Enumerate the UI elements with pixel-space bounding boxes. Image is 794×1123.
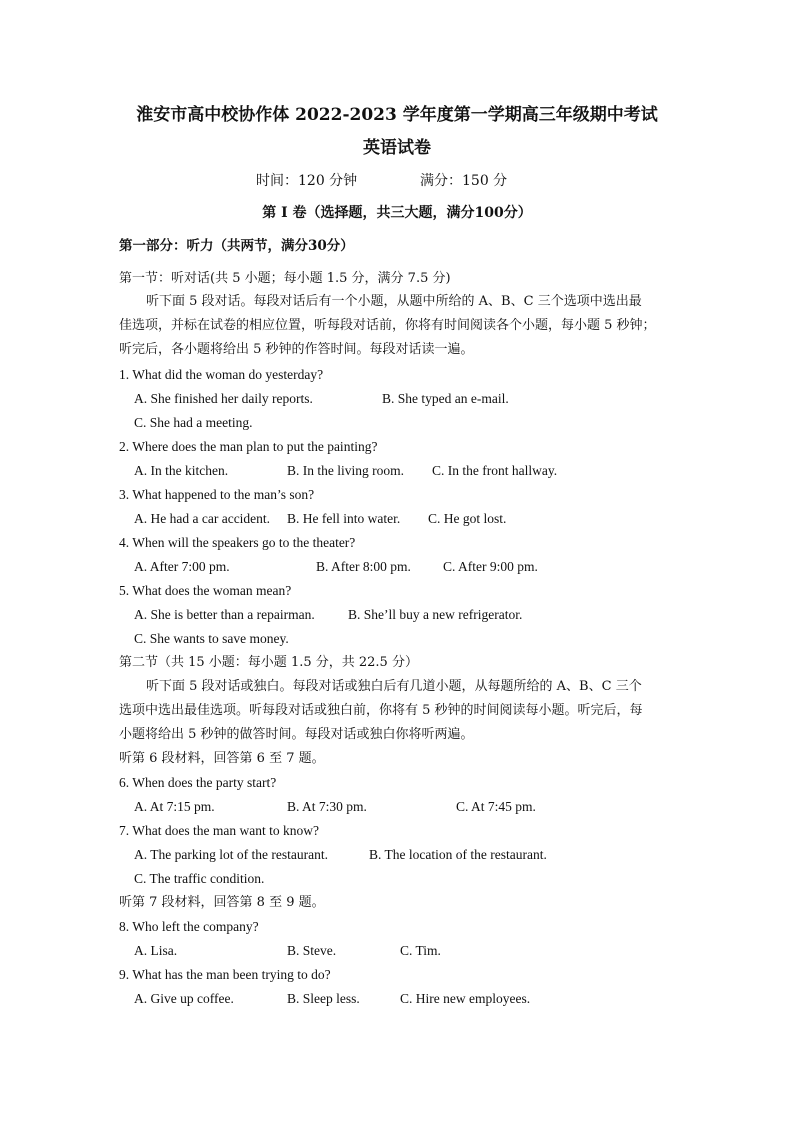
q5-option-b: B. She’ll buy a new refrigerator. (348, 607, 523, 622)
q6-option-a: A. At 7:15 pm. (134, 799, 215, 814)
q3-option-c: C. He got lost. (428, 511, 507, 526)
question-9: 9. What has the man been trying to do? (119, 967, 331, 982)
q4-option-a: A. After 7:00 pm. (134, 559, 230, 574)
q9-option-c: C. Hire new employees. (400, 991, 531, 1006)
section2-instruction-line1: 听下面 5 段对话或独白。每段对话或独白后有几道小题，从每题所给的 A、B、C 三个 (146, 679, 642, 694)
q9-option-b: B. Sleep less. (287, 991, 360, 1006)
q4-option-b: B. After 8:00 pm. (316, 559, 411, 574)
section2-instruction-line3: 小题将给出 5 秒钟的做答时间。每段对话或独白你将听两遍。 (119, 727, 474, 742)
section1-instruction-line3: 听完后，各小题将给出 5 秒钟的作答时间。每段对话读一遍。 (119, 342, 474, 357)
exam-subtitle: 英语试卷 (363, 138, 431, 158)
exam-time: 时间：120 分钟 (256, 173, 358, 189)
q6-option-c: C. At 7:45 pm. (456, 799, 536, 814)
section1-instruction-line2: 佳选项，并标在试卷的相应位置，听每段对话前，你将有时间阅读各个小题，每小题 5 秒钟； (119, 318, 656, 333)
question-1: 1. What did the woman do yesterday? (119, 367, 324, 382)
q7-option-b: B. The location of the restaurant. (369, 847, 547, 862)
q2-option-a: A. In the kitchen. (134, 463, 229, 478)
q2-option-b: B. In the living room. (287, 463, 404, 478)
q2-option-c: C. In the front hallway. (432, 463, 558, 478)
q1-option-a: A. She finished her daily reports. (134, 391, 313, 406)
exam-title: 淮安市高中校协作体 2022-2023 学年度第一学期高三年级期中考试 (136, 105, 658, 125)
q3-option-b: B. He fell into water. (287, 511, 401, 526)
section2-heading: 第二节（共 15 小题：每小题 1.5 分，共 22.5 分） (119, 655, 418, 670)
material-6-heading: 听第 6 段材料，回答第 6 至 7 题。 (119, 751, 325, 766)
material-7-heading: 听第 7 段材料，回答第 8 至 9 题。 (119, 895, 325, 910)
q4-option-c: C. After 9:00 pm. (443, 559, 538, 574)
q6-option-b: B. At 7:30 pm. (287, 799, 367, 814)
question-7: 7. What does the man want to know? (119, 823, 319, 838)
q8-option-b: B. Steve. (287, 943, 337, 958)
q8-option-c: C. Tim. (400, 943, 441, 958)
q3-option-a: A. He had a car accident. (134, 511, 271, 526)
q1-option-c: C. She had a meeting. (134, 415, 253, 430)
section1-heading: 第一节：听对话(共 5 小题；每小题 1.5 分，满分 7.5 分) (119, 271, 451, 286)
question-8: 8. Who left the company? (119, 919, 259, 934)
question-6: 6. When does the party start? (119, 775, 277, 790)
q7-option-a: A. The parking lot of the restaurant. (134, 847, 328, 862)
section2-instruction-line2: 选项中选出最佳选项。听每段对话或独白前，你将有 5 秒钟的时间阅读每小题。听完后，每 (119, 703, 643, 718)
q5-option-c: C. She wants to save money. (134, 631, 289, 646)
exam-score: 满分：150 分 (420, 173, 508, 189)
volume-heading: 第 I 卷（选择题，共三大题，满分100分） (262, 205, 532, 221)
question-2: 2. Where does the man plan to put the painting? (119, 439, 378, 454)
section1-instruction-line1: 听下面 5 段对话。每段对话后有一个小题，从题中所给的 A、B、C 三个选项中选出最 (146, 294, 642, 309)
question-5: 5. What does the woman mean? (119, 583, 292, 598)
part1-heading: 第一部分：听力（共两节，满分30分） (119, 238, 354, 254)
q8-option-a: A. Lisa. (134, 943, 178, 958)
q7-option-c: C. The traffic condition. (134, 871, 265, 886)
q1-option-b: B. She typed an e-mail. (382, 391, 509, 406)
q5-option-a: A. She is better than a repairman. (134, 607, 315, 622)
question-3: 3. What happened to the man’s son? (119, 487, 315, 502)
question-4: 4. When will the speakers go to the theater? (119, 535, 356, 550)
q9-option-a: A. Give up coffee. (134, 991, 234, 1006)
